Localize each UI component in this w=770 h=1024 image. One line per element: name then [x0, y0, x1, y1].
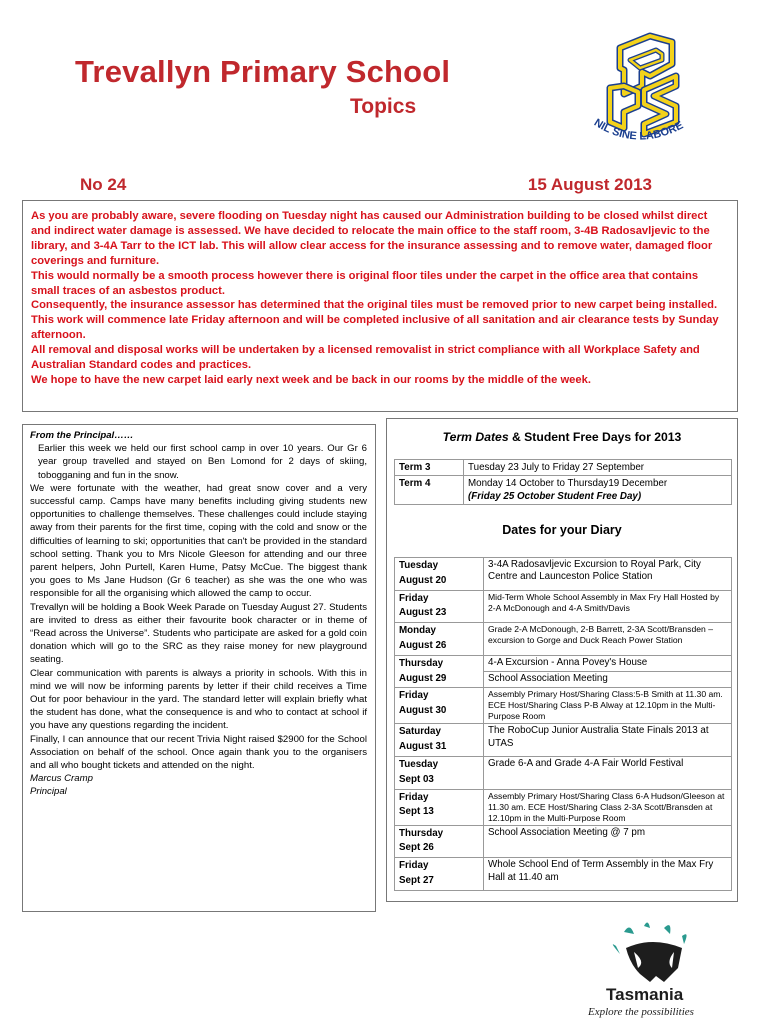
diary-event: Grade 6-A and Grade 4-A Fair World Festival [484, 756, 732, 789]
principal-paragraph: Trevallyn will be holding a Book Week Parade on Tuesday August 27. Students are invited to dress as either their favourite book character or in theme of “Read across the Universe”. Students who participate are asked for a gold coin donation which will go to the SRC as they raise money for new playground seating. [30, 601, 367, 666]
diary-day-date: August 29 [399, 672, 447, 684]
diary-date [395, 825, 484, 858]
diary-event: Assembly Primary Host/Sharing Class:5-B Smith at 11.30 am. ECE Host/Sharing Class P-B Alway at 12.10pm in the Multi-Purpose Room [484, 688, 732, 724]
issue-date: 15 August 2013 [527, 175, 652, 194]
school-crest-logo [580, 30, 700, 150]
term-dates-heading-rest: & Student Free Days for 2013 [508, 430, 682, 444]
table-row [395, 858, 732, 891]
term-label: Term 3 [395, 460, 464, 476]
notice-paragraph: We hope to have the new carpet laid early next week and be back in our rooms by the middle of the week. [31, 373, 591, 386]
notice-paragraph: This would normally be a smooth process however there is original floor tiles under the carpet in the office area that contains small traces of an asbestos product. [31, 269, 699, 297]
diary-event: School Association Meeting @ 7 pm [484, 825, 732, 858]
term-label: Term 4 [395, 476, 464, 505]
diary-day-date: August 30 [399, 705, 447, 717]
term-dates [464, 476, 732, 505]
diary-day-date: August 26 [399, 639, 447, 651]
diary-date [395, 789, 484, 825]
notice-paragraph: All removal and disposal works will be undertaken by a licensed removalist in strict compliance with all Workplace Safety and Australian Standard codes and practices. [31, 344, 700, 372]
table-row [395, 590, 732, 623]
diary-event: Assembly Primary Host/Sharing Class 6-A Hudson/Gleeson at 11.30 am. ECE Host/Sharing Class 2-3A Scott/Bransden at 12.10pm in the Multi-Purpose Room [484, 789, 732, 825]
notice-paragraph: Consequently, the insurance assessor has determined that the original tiles must be removed prior to new carpet being installed. [31, 299, 718, 312]
term-dates-text: Monday 14 October to Thursday19 December [468, 478, 668, 489]
student-free-day-note: (Friday 25 October Student Free Day) [468, 491, 642, 502]
principal-signature-name: Marcus Cramp [30, 773, 93, 785]
principal-paragraph: Finally, I can announce that our recent Trivia Night raised $2900 for the School Association on behalf of the school. Once again thank you to the organisers and all who bought tickets and attended on the night. [30, 733, 367, 772]
diary-event: The RoboCup Junior Australia State Finals 2013 at UTAS [484, 724, 732, 757]
diary-heading: Dates for your Diary [502, 523, 622, 537]
diary-day: Friday [399, 860, 429, 872]
diary-day: Tuesday [399, 560, 439, 571]
diary-event: Grade 2-A McDonough, 2-B Barrett, 2-3A Scott/Bransden – excursion to Gorge and Duck Reach Power Station [484, 623, 732, 656]
principal-column [22, 424, 376, 912]
diary-date [395, 688, 484, 724]
diary-date [395, 858, 484, 891]
diary-event: 3-4A Radosavljevic Excursion to Royal Park, City Centre and Launceston Police Station [484, 558, 732, 591]
diary-event: School Association Meeting [484, 672, 732, 688]
diary-date [395, 623, 484, 656]
principal-signature-title: Principal [30, 786, 67, 798]
dates-column [386, 418, 738, 902]
principal-paragraph: We were fortunate with the weather, had great snow cover and a very successful camp. Camps have many benefits including giving students new opportunities to challenge themselves. These challenges could include staying away from their parents for the first time, coping with the cold and snow or the difficulties of learning to ski; opportunities that can't be provided in the standard school setting. Thank you to Mrs Nicole Gleeson for attending and our three parent helpers, John Purtell, Karen Hume, Patsy McCue. The biggest thank you goes to Ms Jane Hudson (Gr 6 teacher) as she was the one who was responsible for all the organising which allowed the camp to occur. [30, 482, 367, 600]
diary-day: Friday [399, 592, 429, 604]
principal-paragraph: Earlier this week we held our first school camp in over 10 years. Our Gr 6 year group travelled and stayed on Ben Lomond for 2 days of skiing, tobogganing and fun in the snow. [38, 443, 367, 481]
diary-date [395, 558, 484, 591]
table-row [395, 688, 732, 724]
table-row [395, 789, 732, 825]
diary-day-date: Sept 13 [399, 806, 434, 818]
diary-table [394, 557, 732, 891]
diary-day-date: August 31 [399, 741, 447, 753]
table-row [395, 460, 732, 476]
tasmania-tagline: Explore the possibilities [588, 1006, 694, 1018]
table-row [395, 724, 732, 757]
principal-paragraph: Clear communication with parents is always a priority in schools. With this in mind we will now be informing parents by letter if their child receives a Time Out for poor behaviour in the yard. The standard letter will explain briefly what the student has done, what the consequence is and who to contact at school if you have any questions regarding the incident. [30, 667, 367, 732]
diary-date [395, 756, 484, 789]
term-dates-table [394, 459, 732, 505]
diary-date [395, 655, 484, 688]
diary-day: Saturday [399, 726, 441, 738]
principal-heading: From the Principal…… [30, 430, 134, 441]
diary-day: Thursday [399, 657, 444, 669]
table-row [395, 623, 732, 656]
school-name: Trevallyn Primary School [75, 54, 451, 89]
table-row [395, 476, 732, 505]
diary-day-date: Sept 27 [399, 874, 434, 886]
diary-day-date: August 23 [399, 607, 447, 619]
diary-day: Friday [399, 791, 429, 803]
diary-day-date: Sept 03 [399, 773, 434, 785]
diary-day: Thursday [399, 827, 444, 839]
diary-day: Tuesday [399, 758, 439, 770]
notice-paragraph: This work will commence late Friday afternoon and will be completed inclusive of all sanitation and air clearance tests by Sunday afternoon. [31, 314, 719, 342]
tasmania-name: Tasmania [606, 985, 684, 1004]
diary-day: Monday [399, 625, 437, 637]
diary-date [395, 590, 484, 623]
diary-day: Friday [399, 690, 429, 702]
diary-event: Whole School End of Term Assembly in the Max Fry Hall at 11.40 am [484, 858, 732, 891]
diary-day-date: Sept 26 [399, 842, 434, 854]
diary-event: 4-A Excursion - Anna Povey's House [484, 655, 732, 671]
newsletter-name: Topics [350, 95, 417, 118]
term-dates-heading [387, 430, 737, 444]
table-row [395, 825, 732, 858]
diary-event: Mid-Term Whole School Assembly in Max Fry Hall Hosted by 2-A McDonough and 4-A Smith/Davis [484, 590, 732, 623]
flooding-notice [22, 200, 738, 412]
term-dates-heading-italic: Term Dates [442, 430, 509, 444]
table-row [395, 558, 732, 591]
issue-number: No 24 [80, 175, 127, 194]
term-dates: Tuesday 23 July to Friday 27 September [464, 460, 732, 476]
table-row [395, 756, 732, 789]
notice-paragraph: As you are probably aware, severe flooding on Tuesday night has caused our Administration building to be closed whilst direct and indirect water damage is assessed. We have decided to relocate the main office to the staff room, 3-4B Radosavljevic to the library, and 3-4A Tarr to the ICT lab. This will allow clear access for the insurance assessing and to remove water, damaged floor coverings and furniture. [31, 210, 713, 267]
diary-date [395, 724, 484, 757]
school-motto: NIL SINE LABORE [591, 116, 686, 143]
table-row [395, 655, 732, 671]
tasmania-logo [586, 918, 736, 1018]
diary-day-date: August 20 [399, 574, 447, 586]
